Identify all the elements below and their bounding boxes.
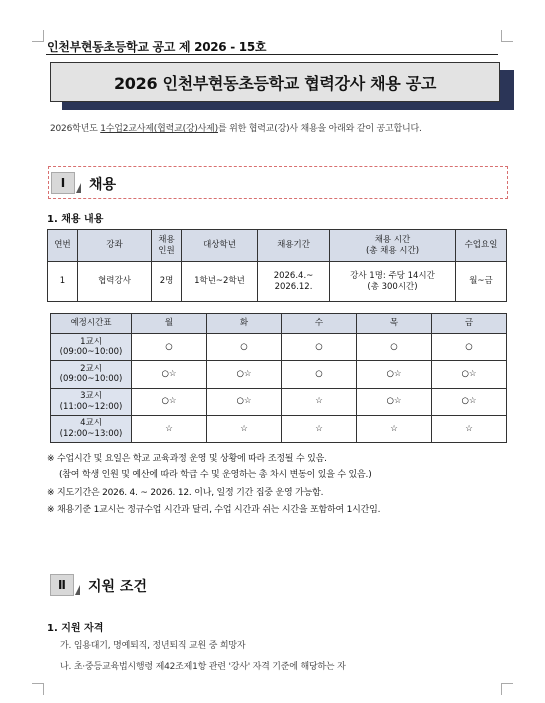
col-header-lecturer: 강좌 — [78, 230, 152, 262]
table-row — [51, 334, 507, 361]
section-2-header — [48, 569, 508, 602]
note-1: ※ 수업시간 및 요일은 학교 교육과정 운영 및 상황에 따라 조정될 수 있음. — [47, 454, 327, 464]
corner-mark-top-left — [32, 30, 44, 42]
table-row — [51, 388, 507, 415]
schedule-cell: ○☆ — [357, 388, 432, 415]
table-row — [51, 415, 507, 442]
schedule-cell: ☆ — [432, 415, 507, 442]
intro-after: 를 위한 협력교(강)사 채용을 아래와 같이 공고합니다. — [217, 124, 422, 134]
schedule-cell: ○ — [207, 334, 282, 361]
day-header-tue: 화 — [207, 314, 282, 334]
col-header-target: 대상학년 — [182, 230, 258, 262]
document-title: 2026 인천부현동초등학교 협력강사 채용 공고 — [50, 62, 500, 102]
schedule-cell: ○ — [282, 361, 357, 388]
cell-target: 1학년~2학년 — [182, 262, 258, 302]
cell-hours: 강사 1명: 주당 14시간 (총 300시간) — [330, 262, 456, 302]
schedule-cell: ○☆ — [357, 361, 432, 388]
corner-mark-bottom-right — [501, 683, 513, 695]
qualification-b: 나. 초·중등교육법시행령 제42조제1항 관련 '강사' 자격 기준에 해당하는 자 — [60, 662, 346, 672]
section-2-title: 지원 조건 — [88, 579, 147, 595]
schedule-cell: ○ — [282, 334, 357, 361]
notice-divider — [46, 54, 498, 55]
col-header-count: 채용 인원 — [152, 230, 182, 262]
cell-no: 1 — [48, 262, 78, 302]
schedule-cell: ○☆ — [132, 388, 207, 415]
corner-mark-top-right — [501, 30, 513, 42]
period-name: 1교시 — [80, 336, 102, 347]
period-label — [51, 361, 132, 388]
schedule-corner: 예정시간표 — [51, 314, 132, 334]
corner-mark-bottom-left — [32, 683, 44, 695]
schedule-cell: ☆ — [282, 388, 357, 415]
period-time: (12:00~13:00) — [59, 428, 123, 439]
note-2: (참여 학생 인원 및 예산에 따라 학급 수 및 운영하는 총 차시 변동이 있을 수 있음.) — [59, 470, 372, 480]
section-1-title: 채용 — [89, 177, 117, 193]
intro-underlined: 1수업2교사제(협력교(강)사제) — [100, 124, 218, 134]
intro-text — [50, 121, 422, 134]
schedule-cell: ○ — [432, 334, 507, 361]
period-name: 2교시 — [80, 363, 102, 374]
section-2-number: Ⅱ — [50, 574, 74, 596]
period-time: (09:00~10:00) — [59, 347, 123, 358]
col-header-hours: 채용 시간 (총 채용 시간) — [330, 230, 456, 262]
period-name: 4교시 — [80, 418, 102, 429]
period-label — [51, 388, 132, 415]
schedule-cell: ☆ — [282, 415, 357, 442]
col-header-period: 채용기간 — [258, 230, 330, 262]
cell-lecturer: 협력강사 — [78, 262, 152, 302]
note-4: ※ 채용기준 1교시는 정규수업 시간과 달리, 수업 시간과 쉬는 시간을 포함하여 1시간임. — [47, 505, 381, 515]
schedule-cell: ○ — [132, 334, 207, 361]
schedule-cell: ☆ — [357, 415, 432, 442]
col-header-no: 연번 — [48, 230, 78, 262]
schedule-cell: ○☆ — [207, 361, 282, 388]
period-time: (11:00~12:00) — [59, 401, 123, 412]
day-header-thu: 목 — [357, 314, 432, 334]
hire-table — [47, 229, 507, 302]
schedule-cell: ○☆ — [432, 388, 507, 415]
cell-period: 2026.4.~ 2026.12. — [258, 262, 330, 302]
day-header-mon: 월 — [132, 314, 207, 334]
subsection-1-title: 1. 채용 내용 — [47, 214, 104, 225]
period-name: 3교시 — [80, 391, 102, 401]
day-header-wed: 수 — [282, 314, 357, 334]
schedule-header-row — [51, 314, 507, 334]
notice-number: 인천부현동초등학교 공고 제 2026 - 15호 — [47, 40, 267, 54]
period-time: (09:00~10:00) — [59, 374, 123, 385]
schedule-cell: ☆ — [132, 415, 207, 442]
hire-table-header-row — [48, 230, 507, 262]
cell-days: 월~금 — [456, 262, 507, 302]
qualification-a: 가. 임용대기, 명예퇴직, 정년퇴직 교원 중 희망자 — [60, 641, 246, 651]
subsection-2-title: 1. 지원 자격 — [47, 623, 104, 634]
section-1-number: Ⅰ — [51, 172, 75, 194]
period-label — [51, 415, 132, 442]
section-1-header — [48, 166, 508, 199]
table-row — [48, 262, 507, 302]
cell-count: 2명 — [152, 262, 182, 302]
intro-before: 2026학년도 — [50, 124, 101, 134]
section-1-triangle-icon — [76, 183, 81, 193]
section-2-triangle-icon — [75, 585, 80, 595]
schedule-table — [50, 313, 507, 443]
schedule-cell: ○☆ — [207, 388, 282, 415]
schedule-cell: ○☆ — [132, 361, 207, 388]
day-header-fri: 금 — [432, 314, 507, 334]
schedule-cell: ○ — [357, 334, 432, 361]
col-header-days: 수업요일 — [456, 230, 507, 262]
note-3: ※ 지도기간은 2026. 4. ~ 2026. 12. 이나, 일정 기간 집중 운영 가능함. — [47, 488, 324, 498]
table-row — [51, 361, 507, 388]
period-label — [51, 334, 132, 361]
schedule-cell: ○☆ — [432, 361, 507, 388]
schedule-cell: ☆ — [207, 415, 282, 442]
